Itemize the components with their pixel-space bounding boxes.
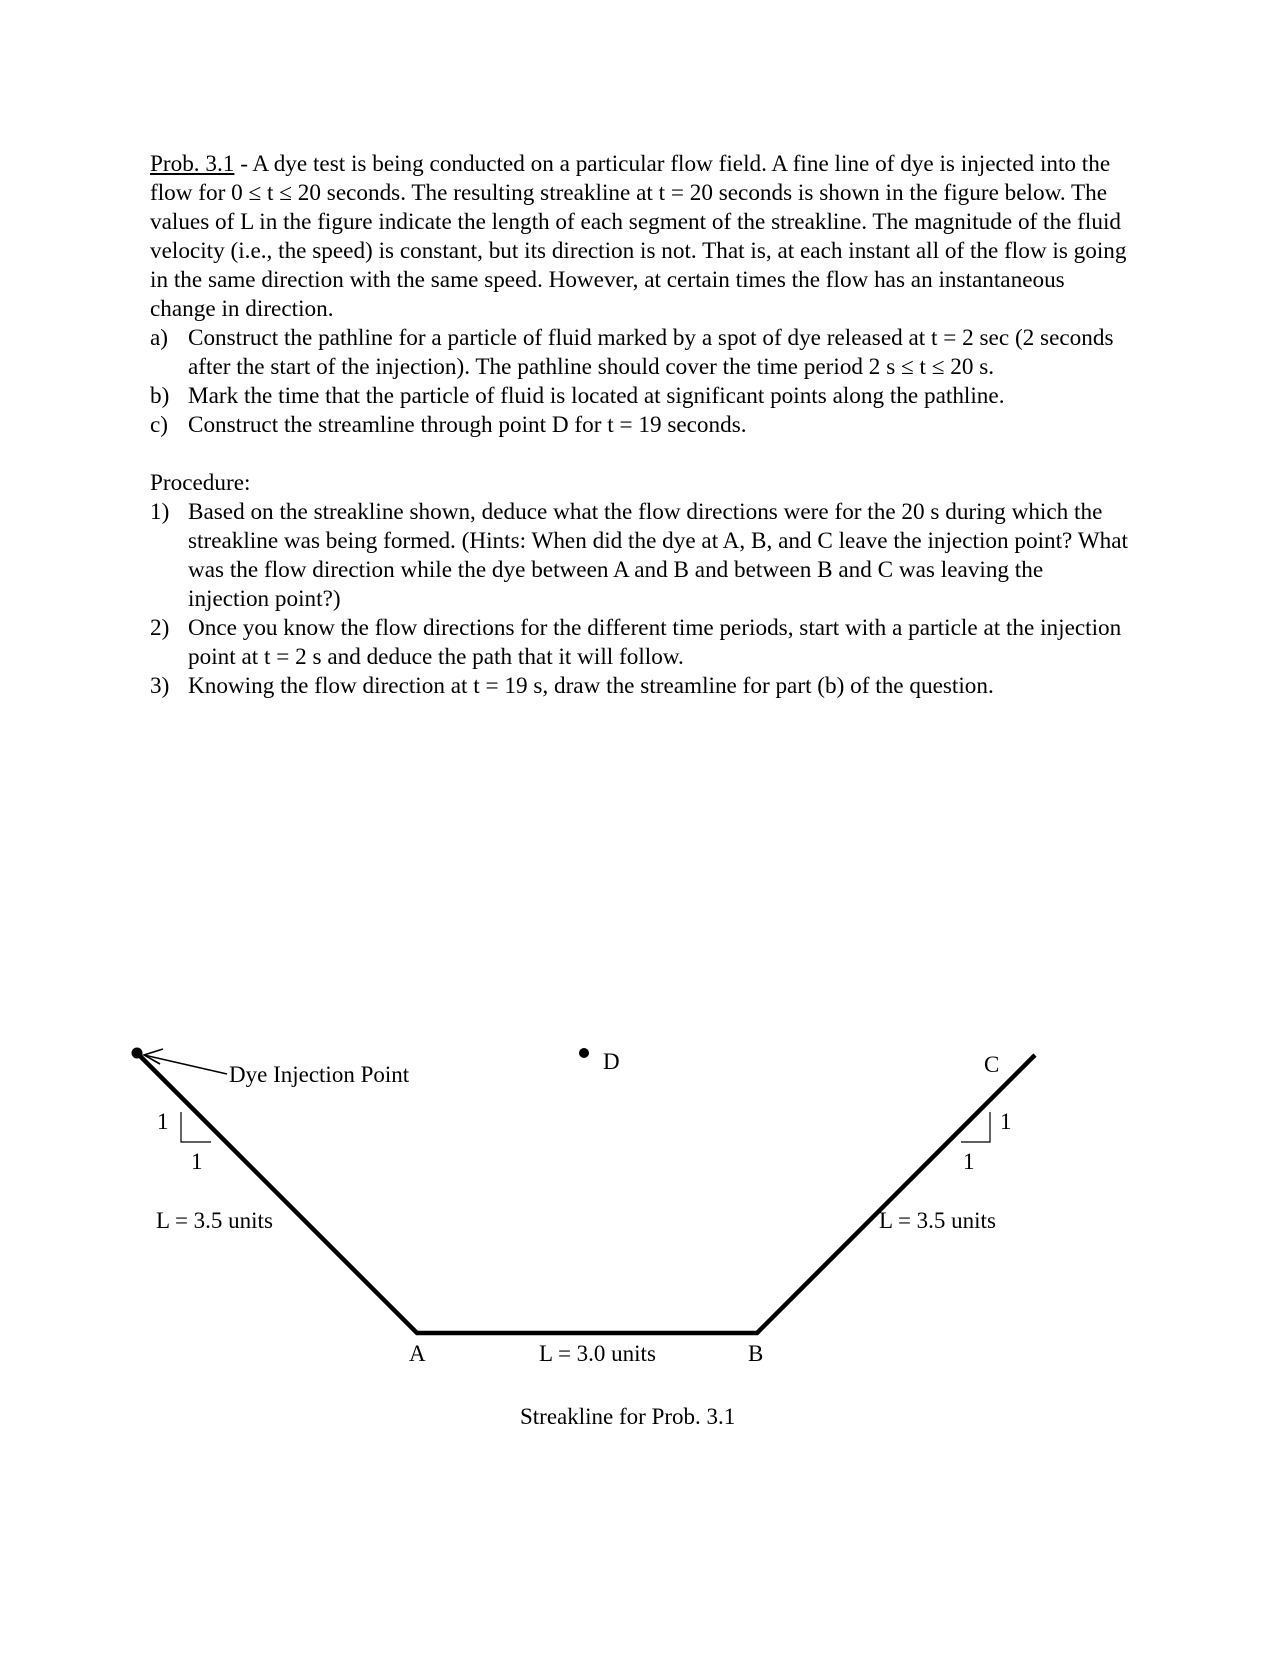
length-right-label: L = 3.5 units (879, 1208, 996, 1233)
length-left-label: L = 3.5 units (156, 1208, 273, 1233)
point-a-label: A (409, 1341, 426, 1366)
slope-triangle-left (181, 1112, 211, 1142)
point-b-label: B (748, 1341, 764, 1366)
slope-left-run-label: 1 (191, 1149, 203, 1174)
streakline-path (137, 1053, 1035, 1333)
list-text: Based on the streakline shown, deduce what the flow directions were for the 20 s during which the streakline was being formed. (Hints: When did the dye at A, B, and C leave the injection point? What was the flow direction while the dye between A and B and between B and C was leaving the injection point?) (188, 499, 1128, 612)
length-bottom-label: L = 3.0 units (539, 1341, 656, 1366)
list-text: Mark the time that the particle of fluid is located at significant points along the pathline. (188, 383, 1005, 409)
figure-caption: Streakline for Prob. 3.1 (520, 1404, 736, 1429)
list-text: Once you know the flow directions for the different time periods, start with a particle at the injection point at t = 2 s and deduce the path that it will follow. (188, 615, 1122, 670)
list-text: Construct the streamline through point D for t = 19 seconds. (188, 412, 747, 438)
list-marker: a) (150, 325, 169, 351)
injection-point-label: Dye Injection Point (229, 1062, 410, 1087)
list-marker: 1) (150, 499, 170, 525)
list-marker: c) (150, 412, 169, 438)
list-marker: 3) (150, 673, 170, 699)
point-d-label: D (603, 1049, 620, 1074)
slope-left-rise-label: 1 (157, 1109, 169, 1134)
slope-right-rise-label: 1 (1000, 1109, 1012, 1134)
list-marker: b) (150, 383, 170, 409)
procedure-heading: Procedure: (150, 470, 251, 496)
slope-right-run-label: 1 (963, 1149, 975, 1174)
problem-label: Prob. 3.1 (150, 151, 235, 177)
problem-statement: - A dye test is being conducted on a particular flow field. A fine line of dye is injected into the flow for 0 ≤ t ≤ 20 seconds. The resulting streakline at t = 20 seconds is shown in the figure below. The values of L in the figure indicate the length of each segment of the streakline. The magnitude of the fluid velocity (i.e., the speed) is constant, but its direction is not. That is, at each instant all of the flow is going in the same direction with the same speed. However, at certain times the flow has an instantaneous change in direction. (150, 151, 1127, 322)
injection-point-dot (132, 1048, 143, 1059)
list-text: Knowing the flow direction at t = 19 s, draw the streamline for part (b) of the question. (188, 673, 994, 699)
list-marker: 2) (150, 615, 170, 641)
point-d-dot (579, 1048, 589, 1058)
list-text: Construct the pathline for a particle of fluid marked by a spot of dye released at t = 2 sec (2 seconds after the start of the injection). The pathline should cover the time period 2 s ≤ t ≤ 20 s. (188, 325, 1114, 380)
point-c-label: C (984, 1052, 1000, 1077)
